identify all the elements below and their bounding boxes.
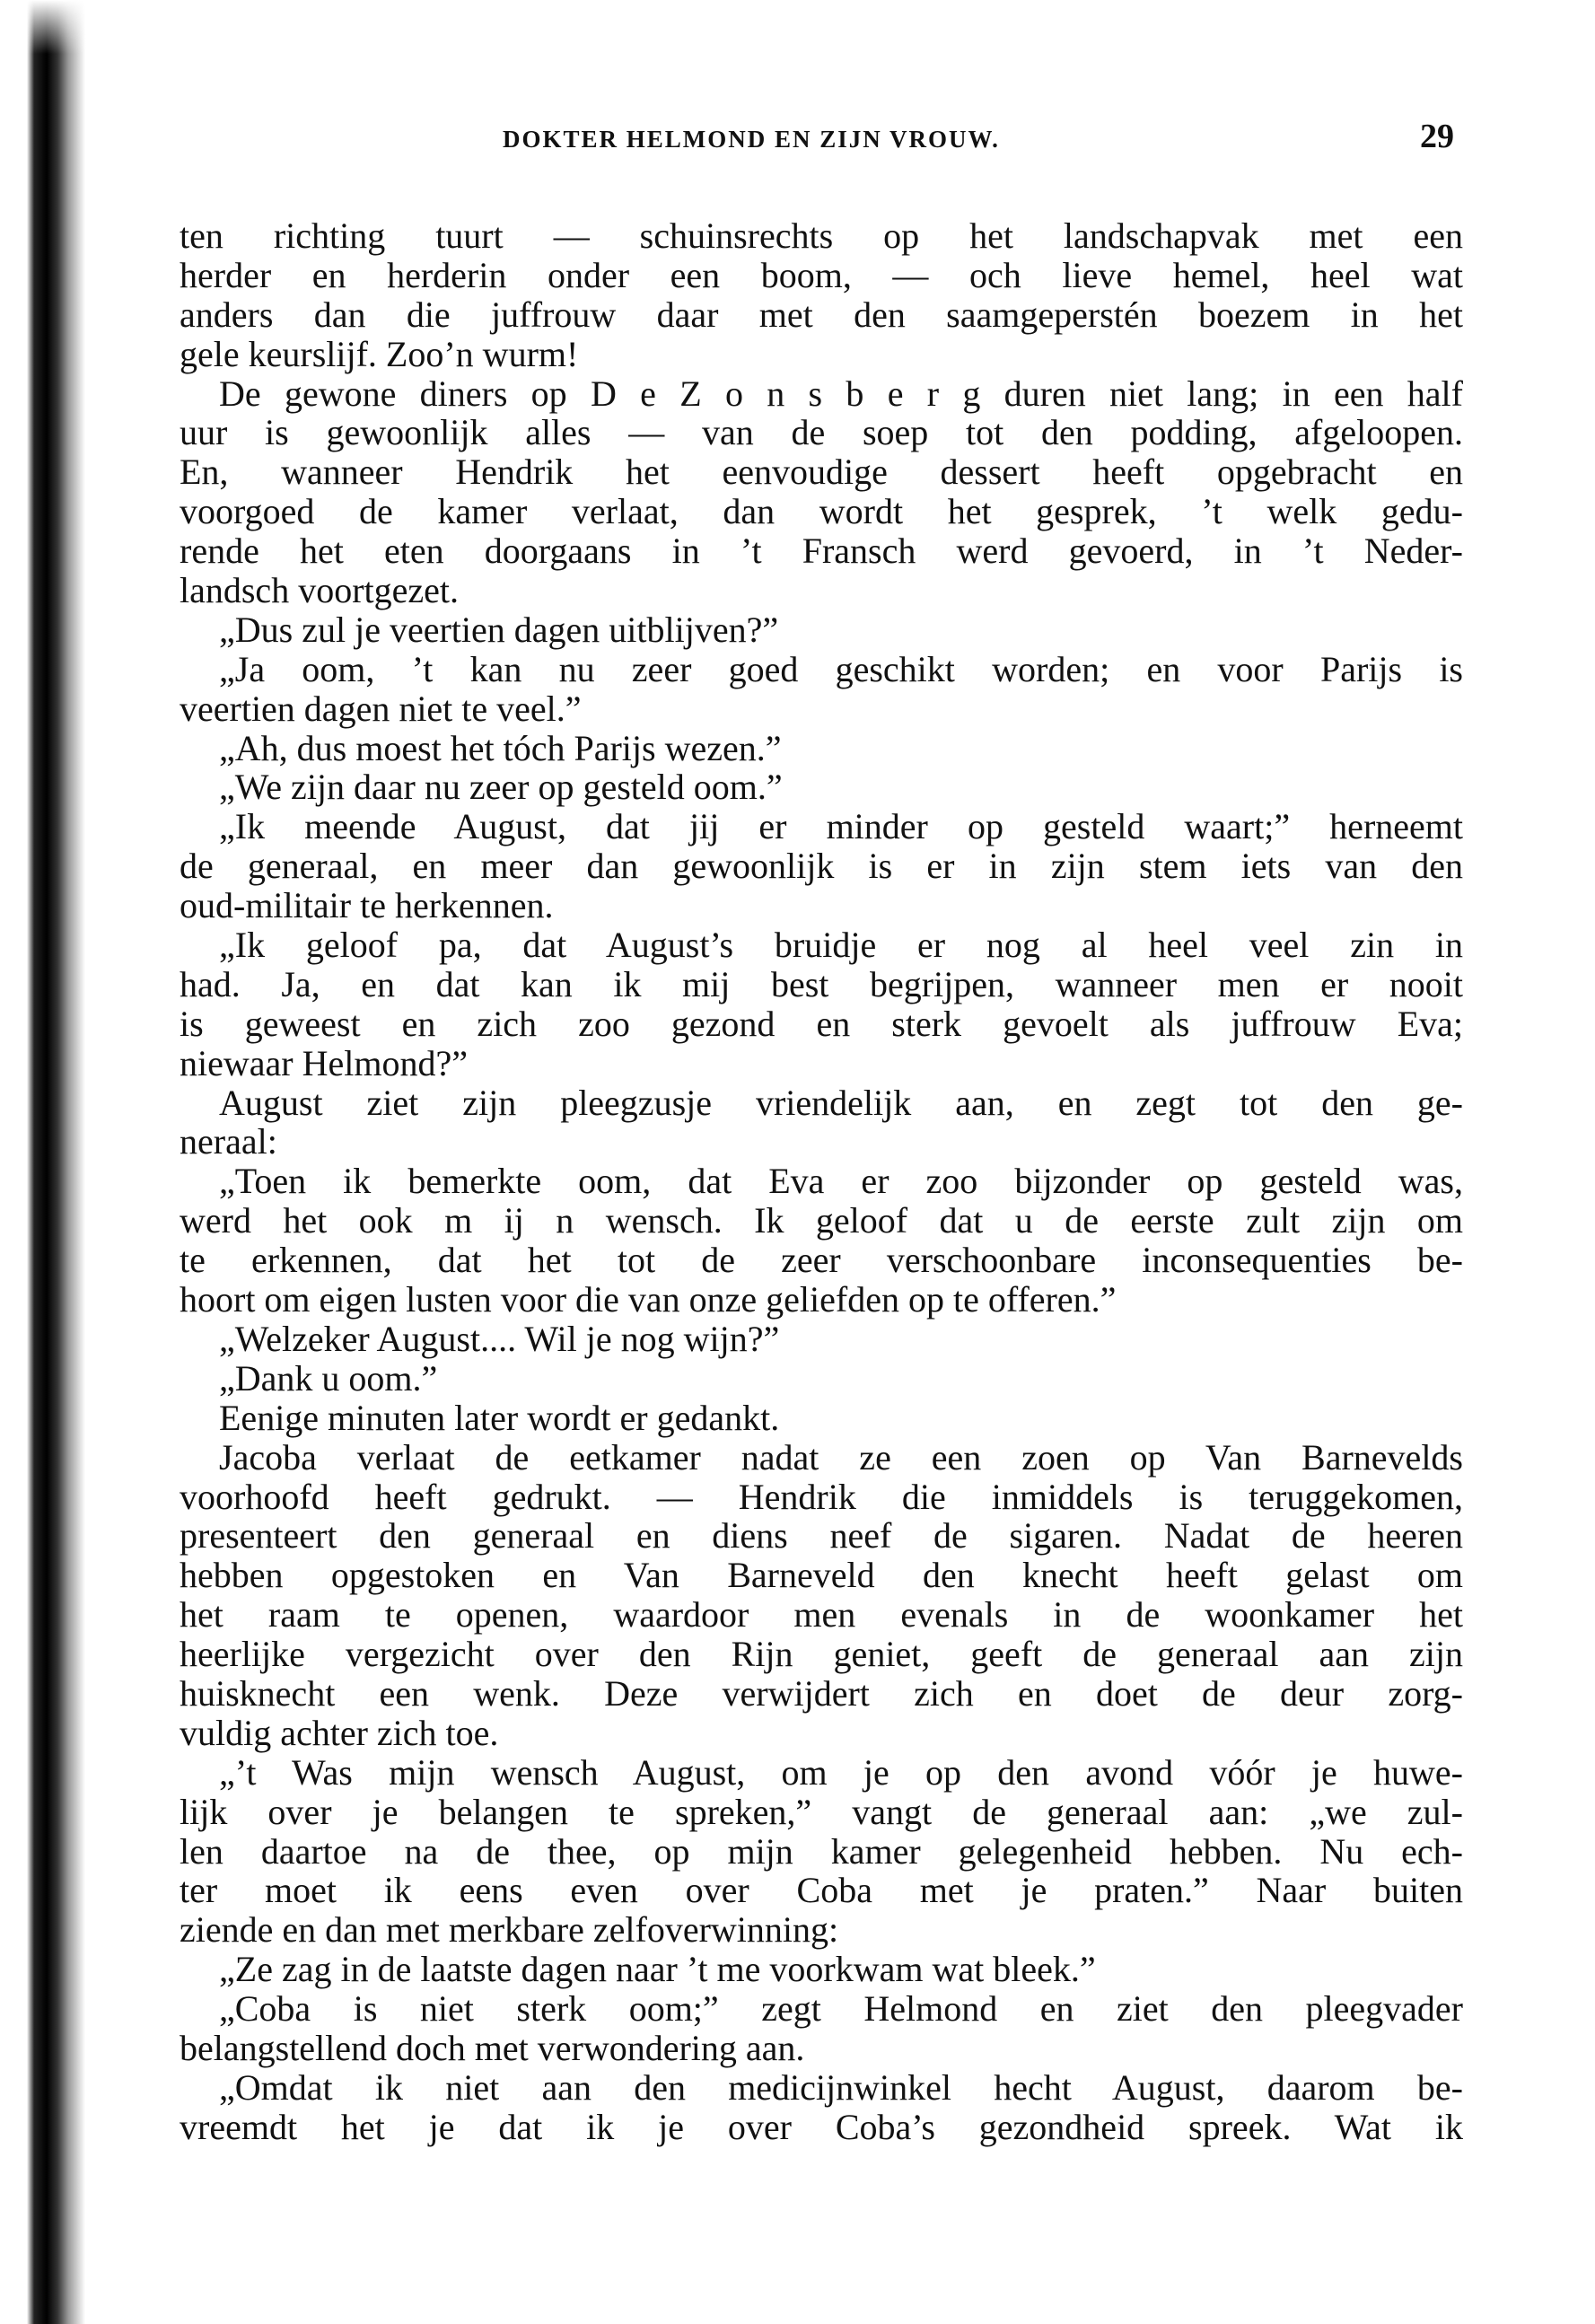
page-number: 29 [1420, 118, 1454, 155]
text-line: „Omdat ik niet aan den medicijnwinkel hecht August, daarom be- [219, 2066, 1463, 2108]
text-line: vreemdt het je dat ik je over Coba’s gezondheid spreek. Wat ik [180, 2106, 1463, 2147]
paragraph [180, 767, 1463, 807]
text-line: voorhoofd heeft gedrukt. — Hendrik die inmiddels is teruggekomen, [180, 1476, 1463, 1517]
running-head: DOKTER HELMOND EN ZIJN VROUW. [503, 126, 1000, 153]
paragraph [180, 1753, 1463, 1950]
text-line: de generaal, en meer dan gewoonlijk is er in zijn stem iets van den [180, 846, 1463, 887]
text-line: En, wanneer Hendrik het eenvoudige dessert heeft opgebracht en [180, 452, 1463, 493]
text-line: ten richting tuurt — schuinsrechts op het landschapvak met een [180, 215, 1463, 256]
text-line: „Ik geloof pa, dat August’s bruidje er nog al heel veel zin in [219, 925, 1463, 966]
paragraph [180, 610, 1463, 650]
text-line: is geweest en zich zoo gezond en sterk gevoelt als juffrouw Eva; [180, 1003, 1463, 1044]
text-line: „Ze zag in de laatste dagen naar ’t me voorkwam wat bleek.” [219, 1949, 1096, 1990]
text-line: August ziet zijn pleegzusje vriendelijk aan, en zegt tot den ge- [219, 1082, 1463, 1123]
text-line: lijk over je belangen te spreken,” vangt de generaal aan: „we zul- [180, 1791, 1463, 1832]
paragraph [180, 925, 1463, 1083]
text-line: niewaar Helmond?” [180, 1042, 468, 1083]
text-line: „We zijn daar nu zeer op gesteld oom.” [219, 767, 783, 808]
text-line: werd het ook m ij n wensch. Ik geloof dat u de eerste zult zijn om [180, 1200, 1463, 1241]
text-line: „Ik meende August, dat jij er minder op gesteld waart;” herneemt [219, 806, 1463, 847]
paragraph [180, 1083, 1463, 1162]
text-line: landsch voortgezet. [180, 570, 459, 611]
body-text [180, 216, 1463, 2147]
text-line: hoort om eigen lusten voor die van onze geliefden op te offeren.” [180, 1279, 1117, 1320]
text-line: rende het eten doorgaans in ’t Fransch werd gevoerd, in ’t Neder- [180, 531, 1463, 572]
paragraph [180, 1399, 1463, 1438]
paragraph [180, 1320, 1463, 1359]
text-line: huisknecht een wenk. Deze verwijdert zich en doet de deur zorg- [180, 1672, 1463, 1714]
text-line: „Ah, dus moest het tóch Parijs wezen.” [219, 727, 782, 768]
text-line: heerlijke vergezicht over den Rijn geniet, geeft de generaal aan zijn [180, 1634, 1463, 1675]
text-line: voorgoed de kamer verlaat, dan wordt het gesprek, ’t welk gedu- [180, 491, 1463, 532]
text-line: belangstellend doch met verwondering aan. [180, 2027, 805, 2068]
text-line: uur is gewoonlijk alles — van de soep tot den podding, afgeloopen. [180, 412, 1463, 453]
text-line: ter moet ik eens even over Coba met je praten.” Naar buiten [180, 1870, 1463, 1911]
text-line: veertien dagen niet te veel.” [180, 688, 582, 729]
text-line: De gewone diners op D e Z o n s b e r g duren niet lang; in een half [219, 373, 1463, 414]
text-line: „’t Was mijn wensch August, om je op den avond vóór je huwe- [219, 1751, 1463, 1793]
paragraph [180, 374, 1463, 610]
text-line: „Dus zul je veertien dagen uitblijven?” [219, 609, 779, 650]
text-line: „Dank u oom.” [219, 1357, 438, 1399]
paragraph [180, 216, 1463, 374]
text-line: anders dan die juffrouw daar met den saamgeperstén boezem in het [180, 294, 1463, 335]
text-line: vuldig achter zich toe. [180, 1712, 499, 1753]
text-line: had. Ja, en dat kan ik mij best begrijpen, wanneer men er nooit [180, 963, 1463, 1004]
text-line: hebben opgestoken en Van Barneveld den knecht heeft gelast om [180, 1555, 1463, 1596]
paragraph [180, 1950, 1463, 1989]
paragraph [180, 650, 1463, 729]
paragraph [180, 1359, 1463, 1399]
paragraph [180, 807, 1463, 925]
text-line: „Welzeker August.... Wil je nog wijn?” [219, 1318, 780, 1359]
text-line: „Coba is niet sterk oom;” zegt Helmond en ziet den pleegvader [219, 1988, 1463, 2030]
text-line: oud-militair te herkennen. [180, 885, 554, 926]
paragraph [180, 2068, 1463, 2147]
text-line: ziende en dan met merkbare zelfoverwinning: [180, 1909, 839, 1951]
text-line: len daartoe na de thee, op mijn kamer gelegenheid hebben. Nu ech- [180, 1830, 1463, 1872]
text-line: Jacoba verlaat de eetkamer nadat ze een zoen op Van Barnevelds [219, 1436, 1463, 1478]
text-line: het raam te openen, waardoor men evenals in de woonkamer het [180, 1594, 1463, 1636]
text-line: „Ja oom, ’t kan nu zeer goed geschikt worden; en voor Parijs is [219, 648, 1463, 689]
paragraph [180, 1438, 1463, 1753]
text-line: presenteert den generaal en diens neef de sigaren. Nadat de heeren [180, 1515, 1463, 1557]
paragraph [180, 729, 1463, 768]
text-line: neraal: [180, 1121, 277, 1162]
text-line: Eenige minuten later wordt er gedankt. [219, 1397, 780, 1438]
paragraph [180, 1162, 1463, 1320]
paragraph [180, 1989, 1463, 2068]
text-line: „Toen ik bemerkte oom, dat Eva er zoo bijzonder op gesteld was, [219, 1161, 1463, 1202]
text-line: gele keurslijf. Zoo’n wurm! [180, 333, 579, 374]
scan-binding-edge [0, 0, 85, 2324]
text-line: te erkennen, dat het tot de zeer verschoonbare inconsequenties be- [180, 1240, 1463, 1281]
text-line: herder en herderin onder een boom, — och lieve hemel, heel wat [180, 254, 1463, 295]
scan-binding-fade [0, 0, 85, 54]
